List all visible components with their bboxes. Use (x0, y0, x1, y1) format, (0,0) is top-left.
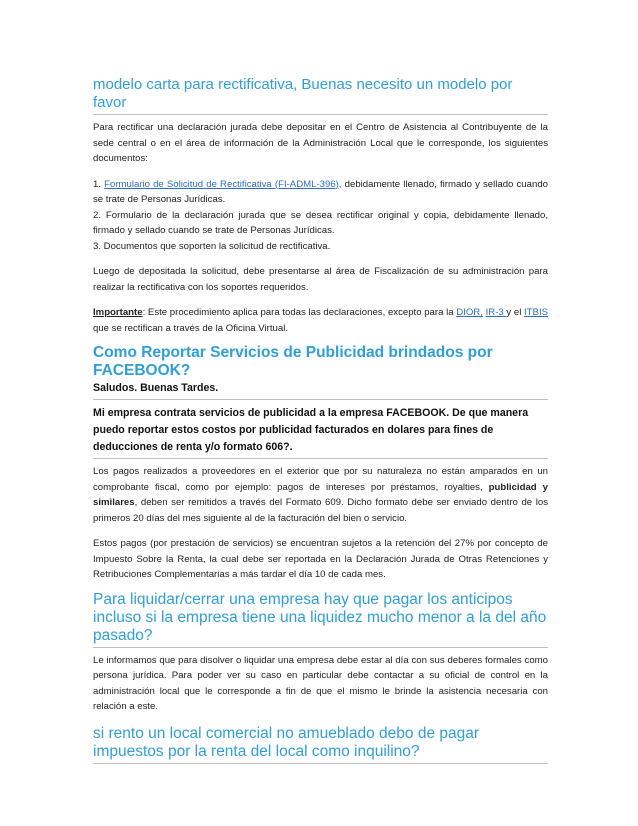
rectificativa-intro: Para rectificar una declaración jurada debe depositar en el Centro de Asistencia al Contribuyente de la sede central o en el área de información de la Administración Local que le corresponde, los siguientes documentos: (93, 122, 548, 164)
section-divider (93, 647, 548, 648)
rectificativa-item-1: 1. Formulario de Solicitud de Rectificativa (FI-ADML-396), debidamente llenado, firmado y sellado cuando se trate de Personas Jurídicas. (93, 178, 548, 205)
liquidar-answer: Le informamos que para disolver o liquidar una empresa debe estar al día con sus deberes formales como persona jurídica. Para poder ver su caso en particular debe contactar a su oficial de control en la administración local que le corresponde a fin de que el mismo le brinde la asistencia necesaria con relación a este. (93, 654, 548, 712)
formulario-rectificativa-link[interactable]: Formulario de Solicitud de Rectificativa (FI-ADML-396), (104, 178, 342, 190)
rectificativa-after: Luego de depositada la solicitud, debe presentarse al área de Fiscalización de su administración para realizar la rectificativa con los soportes requeridos. (93, 266, 548, 293)
rectificativa-important: Importante: Este procedimiento aplica para todas las declaraciones, excepto para la DIOR, IR-3 y el ITBIS que se rectifican a través de la Oficina Virtual. (93, 307, 549, 334)
document-content (93, 76, 548, 769)
section-divider (93, 458, 548, 459)
facebook-question: Mi empresa contrata servicios de publicidad a la empresa FACEBOOK. De que manera puedo reportar estos costos por publicidad facturados en dolares para fines de deducciones de renta y/o formato 606?. (93, 407, 529, 453)
facebook-answer-2: Estos pagos (por prestación de servicios) se encuentran sujetos a la retención del 27% por concepto de Impuesto Sobre la Renta, la cual debe ser reportada en la Declaración Jurada de Otras Retenciones y Retribuciones Complementarias a más tardar el día 10 de cada mes. (93, 538, 548, 580)
dior-link[interactable]: DIOR, (456, 307, 483, 318)
rectificativa-item-2: 2. Formulario de la declaración jurada que se desea rectificar original y copia, debidamente llenado, firmado y sellado cuando se trate de Personas Jurídicas. (93, 209, 548, 236)
facebook-greeting: Saludos. Buenas Tardes. (93, 382, 219, 394)
section-divider (93, 399, 548, 400)
section-divider (93, 763, 548, 764)
facebook-answer-1: Los pagos realizados a proveedores en el exterior que por su naturaleza no están amparados en un comprobante fiscal, como por ejemplo: pagos de intereses por préstamos, royalties, publicidad y similares, deben ser remitidos a través del Formato 609. Dicho formato debe ser enviado dentro de los primeros 20 días del mes siguiente al de la facturación del bien o servicio. (93, 466, 548, 524)
section-divider (93, 114, 548, 115)
publicidad-bold: publicidad y similares (93, 481, 548, 508)
section-title-rento-local: si rento un local comercial no amueblado debo de pagar impuestos por la renta del local como inquilino? (93, 724, 480, 760)
important-label: Importante (93, 307, 143, 318)
rectificativa-item-3: 3. Documentos que soporten la solicitud de rectificativa. (93, 240, 331, 252)
section-title-rectificativa: modelo carta para rectificativa, Buenas necesito un modelo por favor (93, 76, 513, 111)
itbis-link[interactable]: ITBIS (524, 307, 549, 318)
section-title-facebook: Como Reportar Servicios de Publicidad brindados por FACEBOOK? (93, 344, 493, 379)
ir3-link[interactable]: IR-3 (485, 307, 507, 318)
section-title-liquidar: Para liquidar/cerrar una empresa hay que pagar los anticipos incluso si la empresa tiene una liquidez mucho menor a la del año pasado? (93, 590, 547, 644)
